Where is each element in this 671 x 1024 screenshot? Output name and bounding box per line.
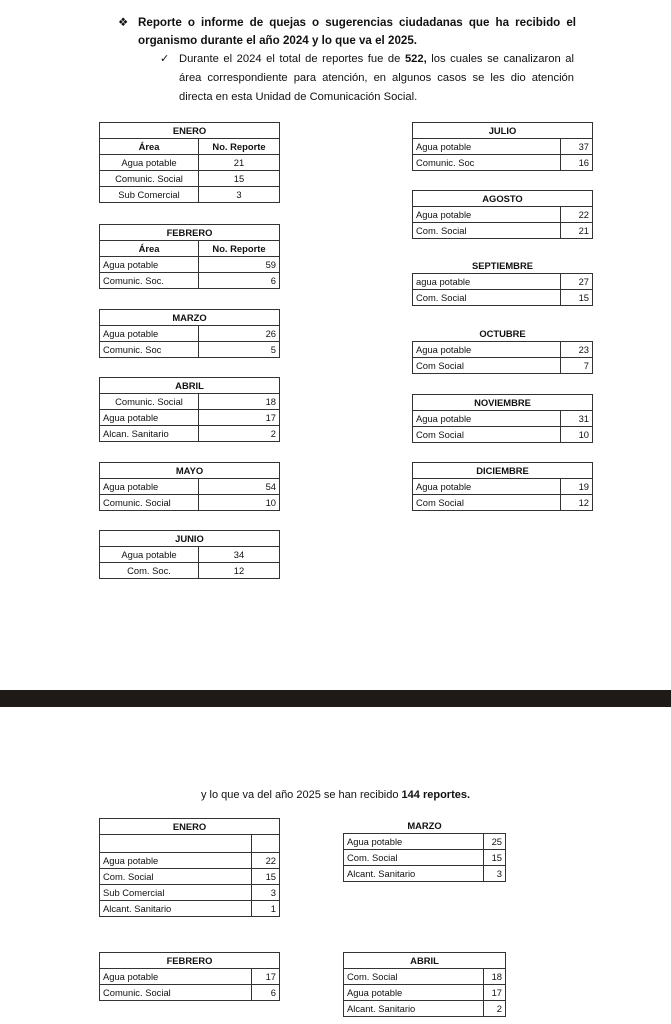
table-row [100,495,280,511]
table-title: AGOSTO [413,191,593,207]
report-heading [118,14,576,50]
table-row [100,479,280,495]
table-2025-enero [99,818,280,917]
count-cell: 22 [252,853,280,869]
count-cell: 12 [199,563,280,579]
table-row [100,394,280,410]
table-title: DICIEMBRE [413,463,593,479]
area-cell: Comunic. Social [100,394,199,410]
table-row [413,411,593,427]
summary-2025-total: 144 reportes. [401,789,471,801]
area-cell: Comunic. Social [100,495,199,511]
table-row [344,969,506,985]
count-cell: 15 [199,171,280,187]
col-header-area: Área [100,139,199,155]
table-row [413,155,593,171]
area-cell: Alcan. Sanitario [100,426,199,442]
table-2024-noviembre [412,394,593,443]
count-cell: 16 [561,155,593,171]
table-row [344,985,506,1001]
table-row [413,342,593,358]
col-header-reporte: No. Reporte [199,139,280,155]
table-title: NOVIEMBRE [413,395,593,411]
count-cell: 31 [561,411,593,427]
table-row [413,358,593,374]
count-cell: 21 [561,223,593,239]
area-cell: Alcant. Sanitario [100,901,252,917]
table-row [100,326,280,342]
table-title: ENERO [100,819,280,835]
table-row [413,139,593,155]
table-2024-agosto [412,190,593,239]
table-row [100,563,280,579]
area-cell: Alcant. Sanitario [344,1001,484,1017]
table-row [344,850,506,866]
table-row [413,479,593,495]
count-cell: 10 [199,495,280,511]
table-2024-julio [412,122,593,171]
summary-2025 [0,789,671,801]
count-cell: 17 [199,410,280,426]
area-cell: Sub Comercial [100,885,252,901]
checkmark-icon: ✓ [160,53,170,65]
table-row [100,155,280,171]
table-2024-junio [99,530,280,579]
table-title: JULIO [413,123,593,139]
count-cell: 12 [561,495,593,511]
area-cell: Agua potable [413,207,561,223]
summary-2024-paragraph [160,50,574,107]
count-cell: 5 [199,342,280,358]
table-row [344,1001,506,1017]
table-title: ABRIL [100,378,280,394]
area-cell: Alcant. Sanitario [344,866,484,882]
table-row [100,426,280,442]
count-cell: 34 [199,547,280,563]
summary-2025-text: y lo que va del año 2025 se han recibido [200,789,402,801]
table-title: SEPTIEMBRE [472,260,533,271]
area-cell: Agua potable [413,342,561,358]
count-cell: 6 [252,985,280,1001]
table-row [344,834,506,850]
count-cell: 19 [561,479,593,495]
count-cell: 3 [199,187,280,203]
area-cell: Com. Social [413,290,561,306]
count-cell: 7 [561,358,593,374]
table-row [100,869,280,885]
count-cell: 15 [561,290,593,306]
table-2025-abril [343,952,506,1017]
area-cell: Com Social [413,358,561,374]
area-cell: Com. Social [100,869,252,885]
table-2025-febrero [99,952,280,1001]
table-title: FEBRERO [100,225,280,241]
table-2024-abril [99,377,280,442]
table-row [100,273,280,289]
area-cell: Agua potable [413,479,561,495]
count-cell: 54 [199,479,280,495]
table-row [413,495,593,511]
count-cell: 25 [484,834,506,850]
count-cell: 22 [561,207,593,223]
diamond-bullet-icon: ❖ [118,16,129,29]
table-row [100,187,280,203]
paragraph-after: los cuales se canalizaron al área correspondiente para atención, en algunos casos se les dio atención directa en esta Unidad de Comunicación Social. [179,53,574,103]
table-row [413,290,593,306]
table-row [100,901,280,917]
area-cell: agua potable [413,274,561,290]
count-cell: 18 [199,394,280,410]
paragraph-text [160,50,574,107]
count-cell: 59 [199,257,280,273]
area-cell: Agua potable [100,257,199,273]
table-2025-marzo [343,818,506,882]
table-2024-enero [99,122,280,203]
area-cell: Com Social [413,495,561,511]
area-cell: Comunic. Soc [100,342,199,358]
table-title: MARZO [407,820,442,831]
area-cell: Com. Social [413,223,561,239]
area-cell: Agua potable [100,410,199,426]
area-cell: Com. Social [344,850,484,866]
count-cell: 27 [561,274,593,290]
table-2024-diciembre [412,462,593,511]
area-cell: Agua potable [100,853,252,869]
count-cell: 26 [199,326,280,342]
area-cell: Comunic. Soc [413,155,561,171]
table-title: ENERO [100,123,280,139]
area-cell: Com Social [413,427,561,443]
area-cell: Agua potable [100,547,199,563]
table-row [100,171,280,187]
count-cell: 2 [484,1001,506,1017]
table-row [100,969,280,985]
paragraph-total: 522, [404,53,427,65]
area-cell: Agua potable [344,985,484,1001]
table-2024-febrero [99,224,280,289]
count-cell: 10 [561,427,593,443]
area-cell: Agua potable [344,834,484,850]
table-title: FEBRERO [100,953,280,969]
count-cell: 6 [199,273,280,289]
area-cell: Agua potable [413,411,561,427]
area-cell: Comunic. Social [100,171,199,187]
table-row [100,985,280,1001]
table-2024-octubre [412,326,593,374]
count-cell: 3 [484,866,506,882]
count-cell: 23 [561,342,593,358]
table-row [344,866,506,882]
table-title: MAYO [100,463,280,479]
table-title: JUNIO [100,531,280,547]
table-row [413,207,593,223]
table-title: ABRIL [344,953,506,969]
table-row [100,547,280,563]
table-row [413,274,593,290]
area-cell: Agua potable [100,155,199,171]
table-row [100,342,280,358]
table-2024-septiembre [412,258,593,306]
paragraph-before: Durante el 2024 el total de reportes fue de [179,53,405,65]
table-2024-marzo [99,309,280,358]
count-cell: 3 [252,885,280,901]
area-cell: Agua potable [100,326,199,342]
area-cell: Com. Social [344,969,484,985]
empty-header-cell [100,835,252,853]
count-cell: 2 [199,426,280,442]
table-row [100,410,280,426]
count-cell: 37 [561,139,593,155]
table-row [100,885,280,901]
area-cell: Comunic. Social [100,985,252,1001]
table-row [100,257,280,273]
count-cell: 21 [199,155,280,171]
table-row [413,427,593,443]
count-cell: 15 [252,869,280,885]
heading-text: Reporte o informe de quejas o sugerencias ciudadanas que ha recibido el organismo durante el año 2024 y lo que va el 2025. [138,16,576,47]
area-cell: Agua potable [413,139,561,155]
area-cell: Comunic. Soc. [100,273,199,289]
area-cell: Agua potable [100,969,252,985]
col-header-reporte: No. Reporte [199,241,280,257]
count-cell: 15 [484,850,506,866]
table-title: MARZO [100,310,280,326]
table-row [100,853,280,869]
area-cell: Sub Comercial [100,187,199,203]
empty-header-cell [252,835,280,853]
page-separator-band [0,690,671,707]
table-2024-mayo [99,462,280,511]
count-cell: 17 [484,985,506,1001]
area-cell: Com. Soc. [100,563,199,579]
table-title: OCTUBRE [479,328,526,339]
count-cell: 18 [484,969,506,985]
area-cell: Agua potable [100,479,199,495]
count-cell: 1 [252,901,280,917]
col-header-area: Área [100,241,199,257]
table-row [413,223,593,239]
count-cell: 17 [252,969,280,985]
